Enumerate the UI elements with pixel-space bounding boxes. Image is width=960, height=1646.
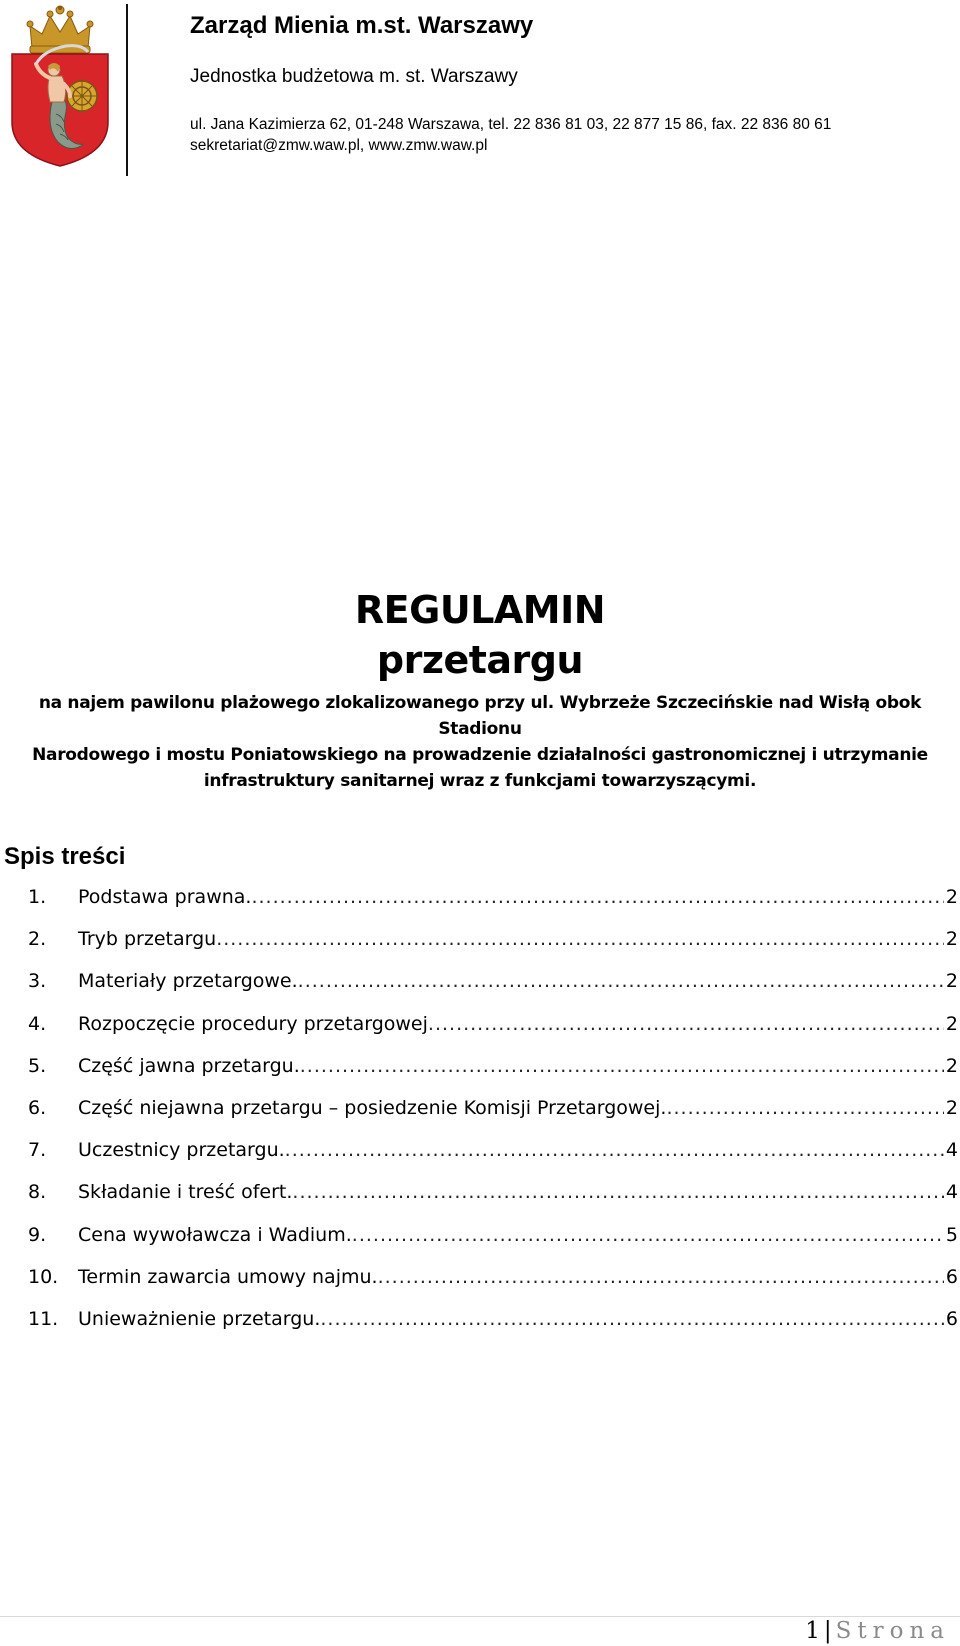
table-of-contents: [28, 876, 958, 1340]
toc-dot-leader: [292, 1171, 944, 1213]
toc-entry-number: 7.: [28, 1139, 47, 1162]
toc-entry-page: 2: [945, 886, 958, 908]
toc-dot-leader: [320, 1298, 944, 1340]
toc-entry-page: 2: [945, 1012, 958, 1035]
toc-entry-title: Materiały przetargowe.: [78, 970, 298, 993]
toc-entry-page: 6: [945, 1265, 958, 1288]
toc-entry-title: Unieważnienie przetargu.: [78, 1307, 321, 1330]
toc-dot-leader: [251, 876, 943, 918]
toc-entry[interactable]: [28, 960, 958, 1002]
toc-entry[interactable]: [28, 876, 958, 918]
toc-entry-title: Część niejawna przetargu – posiedzenie Komisji Przetargowej.: [78, 1096, 667, 1119]
toc-dot-leader: [300, 1045, 944, 1087]
toc-entry[interactable]: [28, 1003, 958, 1045]
toc-entry-title: Podstawa prawna.: [78, 886, 252, 908]
warsaw-coat-of-arms-icon: [6, 4, 114, 168]
toc-entry-number: 4.: [28, 1012, 47, 1035]
toc-entry-number: 9.: [28, 1223, 47, 1246]
toc-entry-page: 2: [945, 1054, 958, 1077]
page-label: Strona: [835, 1618, 950, 1644]
document-title-second-line: przetargu: [376, 638, 584, 682]
toc-entry-page: 2: [945, 928, 958, 951]
toc-entry-number: 5.: [28, 1054, 47, 1077]
toc-dot-leader: [285, 1129, 944, 1171]
letterhead: [0, 0, 960, 180]
toc-dot-leader: [666, 1087, 943, 1129]
toc-entry-title: Uczestnicy przetargu.: [78, 1139, 285, 1162]
toc-entry-title: Termin zawarcia umowy najmu.: [78, 1265, 378, 1288]
toc-entry-page: 5: [945, 1223, 958, 1246]
page-number: 1: [805, 1618, 820, 1644]
header-divider: [126, 4, 128, 176]
toc-entry-title: Cena wywoławcza i Wadium.: [78, 1223, 352, 1246]
footer-separator: |: [823, 1618, 832, 1644]
toc-entry-title: Składanie i treść ofert.: [78, 1181, 293, 1204]
toc-entry-page: 4: [945, 1139, 958, 1162]
toc-entry-page: 2: [945, 970, 958, 993]
toc-dot-leader: [352, 1214, 944, 1256]
subtitle-line: Narodowego i mostu Poniatowskiego na prowadzenie działalności gastronomicznej i utrzymanie: [32, 745, 928, 765]
toc-entry[interactable]: [28, 1129, 958, 1171]
toc-entry-number: 8.: [28, 1181, 47, 1204]
toc-dot-leader: [428, 1003, 944, 1045]
toc-entry[interactable]: [28, 1171, 958, 1213]
toc-entry[interactable]: [28, 918, 958, 960]
toc-dot-leader: [216, 918, 944, 960]
organization-subtitle: Jednostka budżetowa m. st. Warszawy: [190, 66, 518, 87]
organization-contact: [190, 114, 831, 156]
toc-entry-number: 2.: [28, 928, 47, 951]
toc-entry[interactable]: [28, 1298, 958, 1340]
toc-entry-title: Rozpoczęcie procedury przetargowej: [78, 1012, 428, 1035]
subtitle-line: infrastruktury sanitarnej wraz z funkcjami towarzyszącymi.: [203, 771, 757, 791]
toc-dot-leader: [298, 960, 944, 1002]
toc-entry[interactable]: [28, 1214, 958, 1256]
footer-divider: [0, 1616, 960, 1617]
organization-name: Zarząd Mienia m.st. Warszawy: [190, 12, 534, 39]
toc-entry-number: 1.: [28, 886, 47, 908]
toc-entry-page: 2: [945, 1096, 958, 1119]
toc-entry-page: 4: [945, 1181, 958, 1204]
toc-entry-title: Tryb przetargu: [78, 928, 217, 951]
toc-dot-leader: [378, 1256, 944, 1298]
toc-entry-number: 6.: [28, 1096, 47, 1119]
toc-entry-number: 11.: [28, 1307, 59, 1330]
document-title: REGULAMIN: [354, 588, 606, 632]
toc-entry-number: 10.: [28, 1265, 59, 1288]
address-line: ul. Jana Kazimierza 62, 01-248 Warszawa, tel. 22 836 81 03, 22 877 15 86, fax. 22 836 80 61: [190, 116, 832, 133]
email-website-line: sekretariat@zmw.waw.pl, www.zmw.waw.pl: [190, 137, 488, 154]
toc-entry[interactable]: [28, 1256, 958, 1298]
toc-entry-page: 6: [945, 1307, 958, 1330]
page-footer: [805, 1618, 950, 1644]
toc-heading: Spis treści: [4, 843, 126, 870]
subtitle-line: na najem pawilonu plażowego zlokalizowanego przy ul. Wybrzeże Szczecińskie nad Wisłą obok Stadionu: [38, 693, 922, 739]
toc-entry-number: 3.: [28, 970, 47, 993]
toc-entry[interactable]: [28, 1045, 958, 1087]
document-subtitle: [20, 690, 940, 794]
toc-entry[interactable]: [28, 1087, 958, 1129]
toc-entry-title: Część jawna przetargu.: [78, 1054, 300, 1077]
